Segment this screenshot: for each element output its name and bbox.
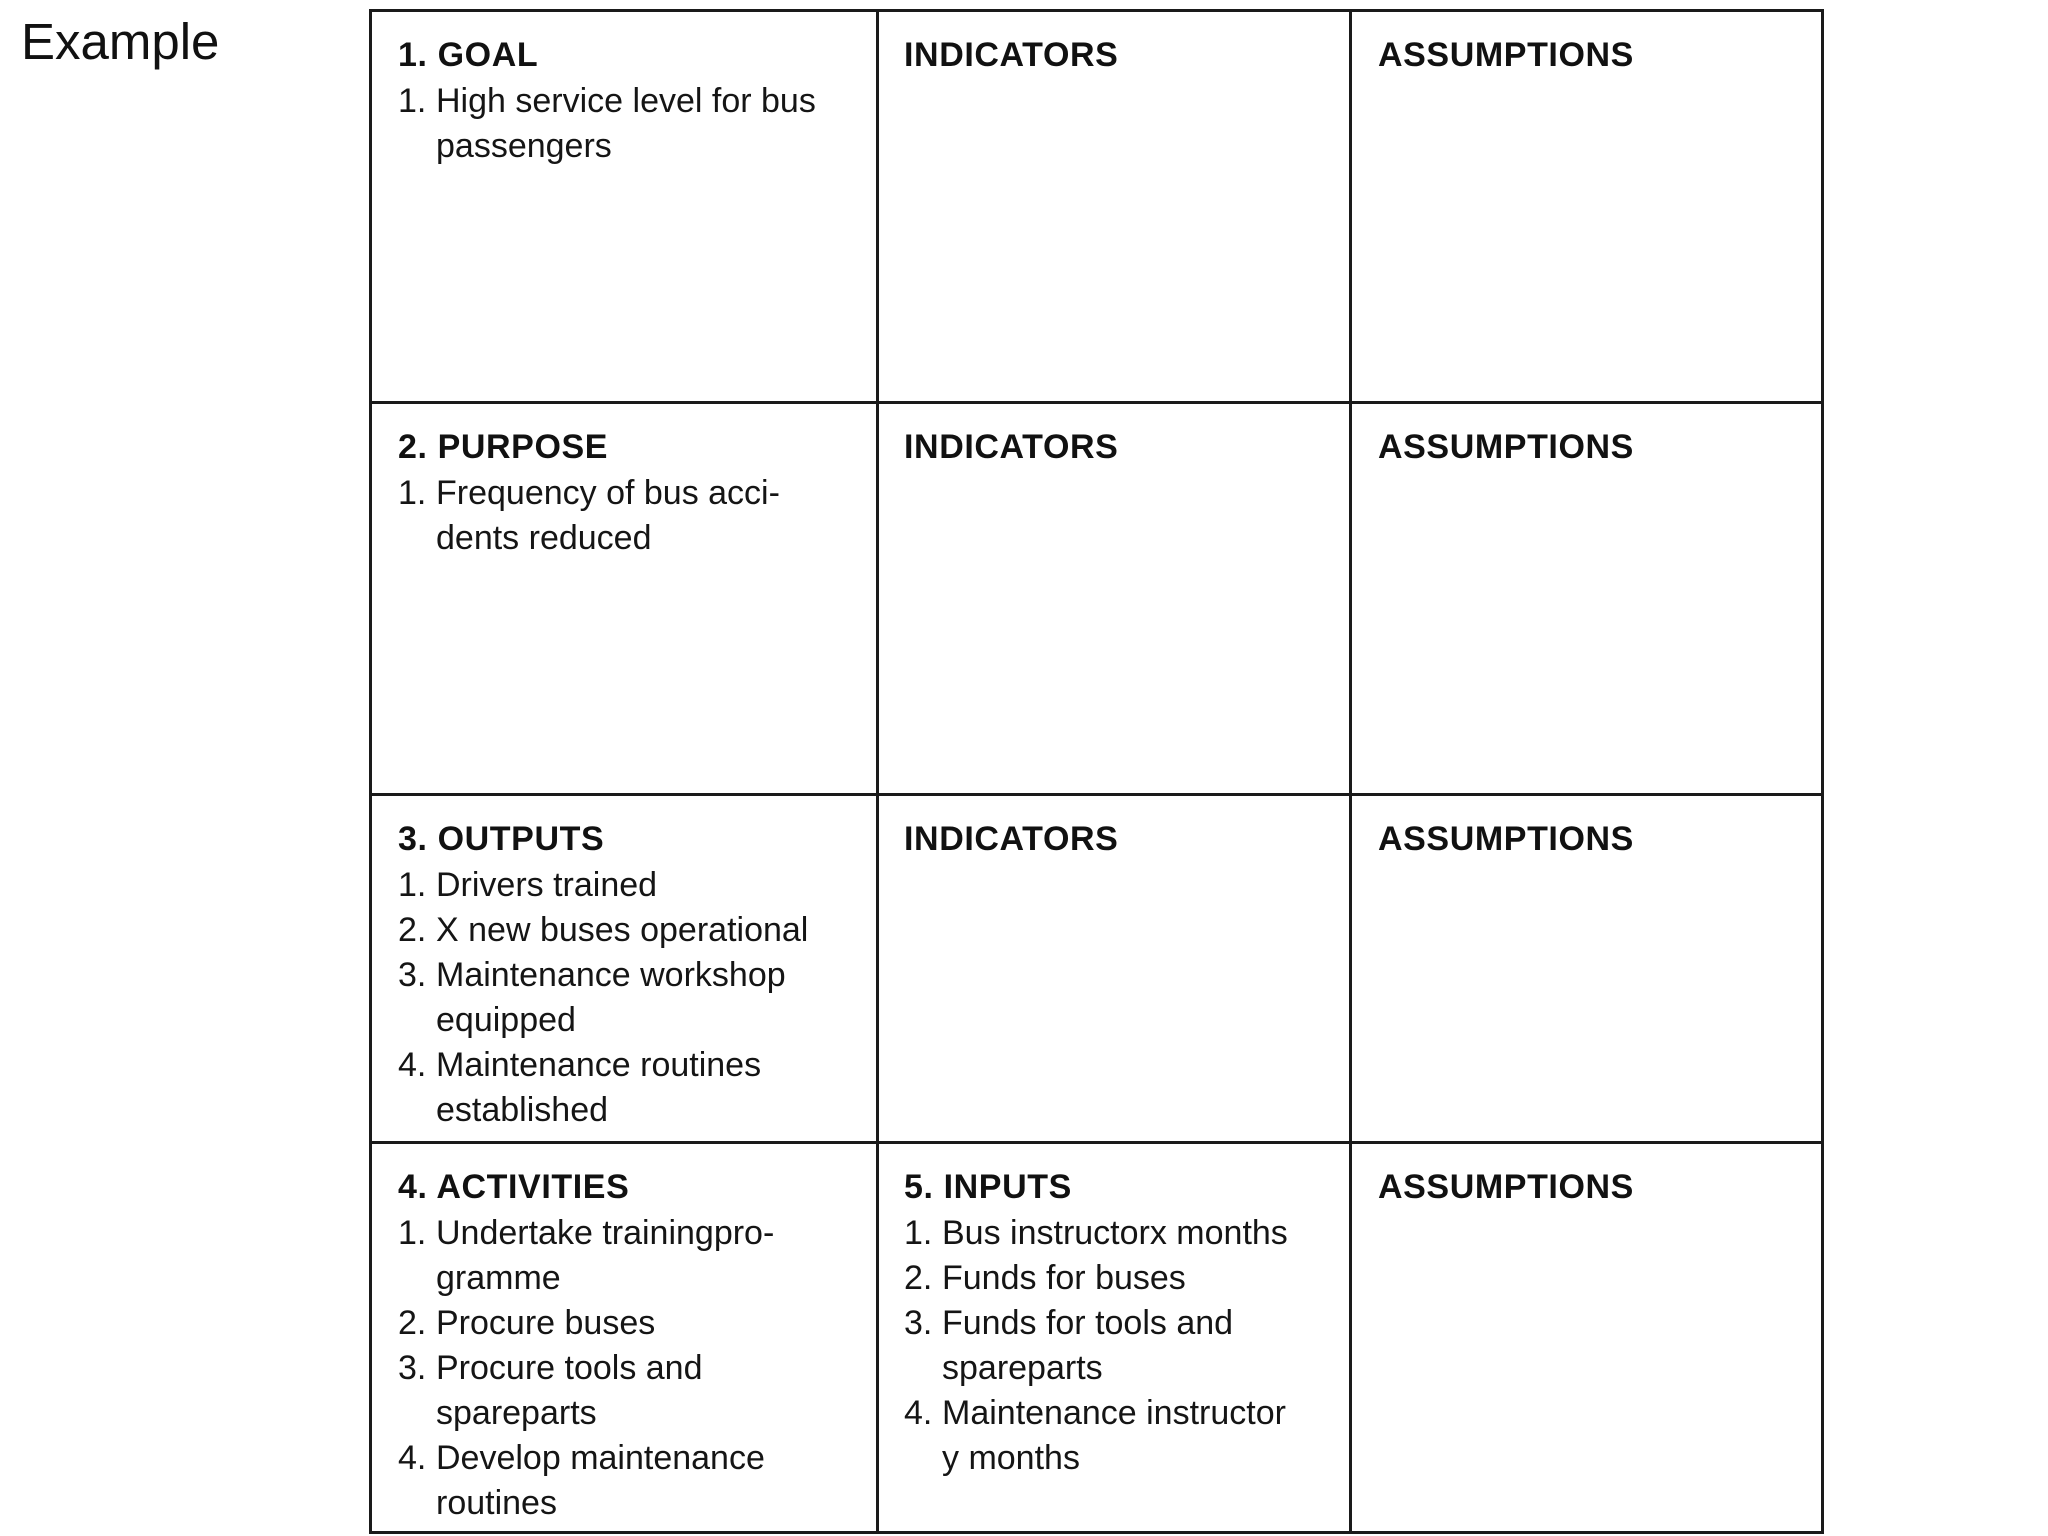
item-line: routines [436,1483,557,1522]
item-line: Drivers trained [436,865,658,904]
item-line: spareparts [436,1393,597,1432]
item-line: Frequency of bus acci- [436,473,780,512]
item-line: gramme [436,1258,561,1297]
item-line: Develop maintenance [436,1438,765,1477]
list-item [398,1436,850,1526]
activities-heading: 4. ACTIVITIES [398,1168,630,1206]
item-number: 1. [398,81,427,120]
item-number: 1. [398,1213,427,1252]
outputs-items [398,863,850,1133]
item-text [942,1301,1323,1391]
item-number: 2. [904,1258,933,1297]
assumptions-heading: ASSUMPTIONS [1378,36,1634,74]
assumptions-heading: ASSUMPTIONS [1378,820,1634,858]
item-line: High service level for bus [436,81,816,120]
item-text [436,471,850,561]
item-number: 3. [398,1348,427,1387]
inputs-items [904,1211,1323,1481]
item-line: Maintenance instructor [942,1393,1286,1432]
item-text [436,1301,850,1346]
activities-cell [372,1144,879,1531]
outputs-indicators-cell [879,796,1352,1144]
purpose-indicators-cell [879,404,1352,796]
outputs-heading: 3. OUTPUTS [398,820,605,858]
list-item [398,471,850,561]
list-item [398,1346,850,1436]
item-line: dents reduced [436,518,652,557]
purpose-heading: 2. PURPOSE [398,428,609,466]
item-line: X new buses operational [436,910,809,949]
goal-heading: 1. GOAL [398,36,539,74]
item-text [436,1211,850,1301]
item-number: 4. [904,1393,933,1432]
list-item [904,1391,1323,1481]
goal-cell [372,12,879,404]
list-item [398,908,850,953]
item-number: 1. [398,473,427,512]
list-item [398,79,850,169]
item-number: 4. [398,1045,427,1084]
outputs-cell [372,796,879,1144]
item-text [436,863,850,908]
list-item [398,1301,850,1346]
outputs-assumptions-cell [1352,796,1821,1144]
goal-assumptions-cell [1352,12,1821,404]
item-line: equipped [436,1000,576,1039]
item-text [436,1043,850,1133]
assumptions-heading: ASSUMPTIONS [1378,1168,1634,1206]
item-number: 3. [398,955,427,994]
item-line: Procure tools and [436,1348,703,1387]
item-line: Maintenance workshop [436,955,786,994]
activities-assumptions-cell [1352,1144,1821,1531]
item-line: Bus instructorx months [942,1213,1288,1252]
item-number: 4. [398,1438,427,1477]
item-line: y months [942,1438,1080,1477]
item-text [436,1436,850,1526]
goal-indicators-cell [879,12,1352,404]
list-item [904,1256,1323,1301]
item-text [942,1256,1323,1301]
indicators-heading: INDICATORS [904,428,1119,466]
item-text [436,953,850,1043]
purpose-cell [372,404,879,796]
indicators-heading: INDICATORS [904,36,1119,74]
item-number: 2. [398,910,427,949]
item-number: 1. [398,865,427,904]
assumptions-heading: ASSUMPTIONS [1378,428,1634,466]
purpose-items [398,471,850,561]
item-line: Undertake trainingpro- [436,1213,775,1252]
item-line: spareparts [942,1348,1103,1387]
list-item [904,1301,1323,1391]
item-text [436,908,850,953]
inputs-cell [879,1144,1352,1531]
page-label: Example [21,13,220,70]
logical-framework-matrix [369,9,1824,1534]
item-line: Funds for tools and [942,1303,1234,1342]
item-line: Maintenance routines [436,1045,762,1084]
inputs-heading: 5. INPUTS [904,1168,1072,1206]
list-item [398,1043,850,1133]
item-line: passengers [436,126,612,165]
list-item [398,1211,850,1301]
list-item [398,953,850,1043]
list-item [398,863,850,908]
list-item [904,1211,1323,1256]
activities-items [398,1211,850,1526]
item-number: 1. [904,1213,933,1252]
item-number: 2. [398,1303,427,1342]
goal-items [398,79,850,169]
item-text [942,1391,1323,1481]
item-line: Procure buses [436,1303,656,1342]
item-line: Funds for buses [942,1258,1186,1297]
item-text [942,1211,1323,1256]
item-text [436,1346,850,1436]
item-line: established [436,1090,609,1129]
item-text [436,79,850,169]
item-number: 3. [904,1303,933,1342]
indicators-heading: INDICATORS [904,820,1119,858]
purpose-assumptions-cell [1352,404,1821,796]
